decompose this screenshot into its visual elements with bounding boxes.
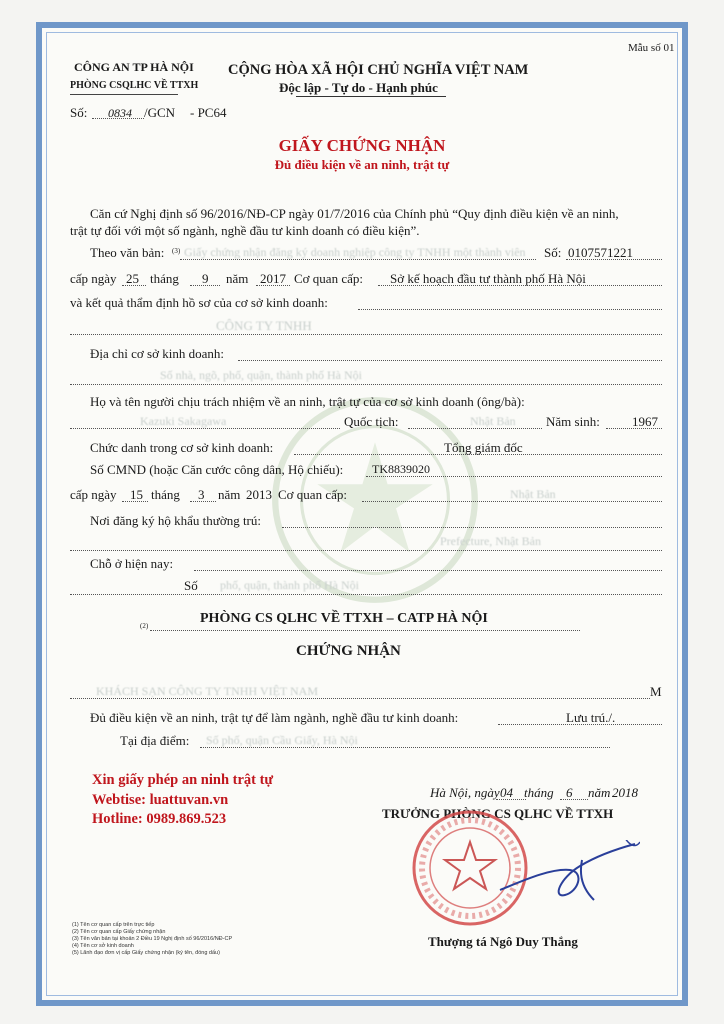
current-prefix: Số	[184, 578, 198, 593]
signoff-year: 2018	[612, 785, 638, 800]
doc-note: (3)	[172, 247, 181, 255]
country-name: CỘNG HÒA XÃ HỘI CHỦ NGHĨA VIỆT NAM	[228, 62, 529, 78]
year-label: năm	[226, 271, 249, 286]
id-year: 2013	[246, 487, 272, 502]
location-label: Tại địa điểm:	[120, 733, 190, 748]
certificate-subtitle: Đủ điều kiện về an ninh, trật tự	[274, 157, 450, 172]
issue-year: 2017	[260, 271, 286, 286]
rep-label: Họ và tên người chịu trách nhiệm về an ninh, trật tự của cơ sở kinh doanh (ông/bà):	[90, 394, 525, 409]
office-name: PHÒNG CS QLHC VỀ TTXH – CATP HÀ NỘI	[200, 611, 488, 626]
business-name-dots	[70, 334, 662, 335]
month-label: tháng	[150, 271, 179, 286]
position-value: Tổng giám đốc	[444, 440, 523, 455]
id-agency-value: Nhật Bản	[510, 487, 556, 501]
number-value: 0834	[108, 106, 132, 120]
id-agency-label: Cơ quan cấp:	[278, 487, 347, 502]
signoff-month-dots	[560, 799, 588, 800]
current-label: Chỗ ở hiện nay:	[90, 556, 174, 571]
signature	[490, 840, 640, 910]
location-value: Số phố, quận Cầu Giấy, Hà Nội	[206, 733, 358, 747]
id-month: 3	[198, 487, 205, 502]
signoff-place: Hà Nội, ngày	[430, 785, 500, 800]
doc-number-label: Số:	[544, 245, 562, 260]
eligible-value: Lưu trú./.	[566, 710, 616, 725]
id-day: 15	[130, 487, 143, 502]
signoff-year-label: năm	[588, 785, 611, 800]
footnote-1: (1) Tên cơ quan cấp trên trực tiếp	[72, 922, 155, 928]
business-name: CÔNG TY TNHH	[216, 318, 312, 333]
residence-label: Nơi đăng ký hộ khẩu thường trú:	[90, 513, 261, 528]
doc-number-value: 0107571221	[568, 245, 633, 260]
doc-label: Theo văn bản:	[90, 245, 165, 260]
id-label: Số CMND (hoặc Căn cước công dân, Hộ chiếu):	[90, 462, 344, 477]
national-motto: Độc lập - Tự do - Hạnh phúc	[279, 80, 438, 95]
appraisal-label: và kết quả thẩm định hồ sơ của cơ sở kinh doanh:	[70, 295, 328, 310]
office-dots	[150, 630, 580, 631]
ad-line-2: Webtise: luattuvan.vn	[92, 792, 229, 808]
birth-value: 1967	[632, 414, 658, 429]
certificate-title: GIẤY CHỨNG NHẬN	[278, 136, 446, 155]
signer-name: Thượng tá Ngô Duy Thắng	[428, 934, 578, 949]
agency-underline	[70, 94, 178, 95]
office-note: (2)	[140, 622, 149, 630]
address-value: Số nhà, ngõ, phố, quận, thành phố Hà Nội	[160, 368, 362, 382]
intro-line-1: Căn cứ Nghị định số 96/2016/NĐ-CP ngày 01/7/2016 của Chính phủ “Quy định điều kiện về an ninh,	[90, 206, 619, 221]
residence-dots	[282, 527, 662, 528]
birth-label: Năm sinh:	[546, 414, 600, 429]
appraisal-dots	[358, 309, 662, 310]
doc-value: Giấy chứng nhận đăng ký doanh nghiệp công ty TNHH một thành viên	[184, 245, 526, 259]
nationality-label: Quốc tịch:	[344, 414, 399, 429]
signoff-month: 6	[566, 785, 573, 800]
current-value: phố, quận, thành phố Hà Nội	[220, 578, 359, 592]
footnote-4: (4) Tên cơ sở kinh doanh	[72, 943, 134, 949]
footnote-5: (5) Lãnh đạo đơn vị cấp Giấy chứng nhận (ký tên, đóng dấu)	[72, 950, 220, 956]
number-suffix: /GCN	[144, 105, 176, 120]
issue-day: 25	[126, 271, 139, 286]
certifies-heading: CHỨNG NHẬN	[296, 643, 401, 659]
business-line-end: M	[650, 684, 662, 699]
current-dots-2	[70, 594, 662, 595]
address-dots-2	[70, 384, 662, 385]
rep-name: Kazuki Sakagawa	[140, 414, 227, 428]
agency-label: Cơ quan cấp:	[294, 271, 363, 286]
residence-dots-2	[70, 550, 662, 551]
signoff-role: TRƯỞNG PHÒNG CS QLHC VỀ TTXH	[382, 806, 614, 821]
agency-value: Sở kế hoạch đầu tư thành phố Hà Nội	[390, 271, 586, 286]
ad-line-1: Xin giấy phép an ninh trật tự	[92, 772, 274, 788]
ad-line-3: Hotline: 0989.869.523	[92, 811, 227, 827]
intro-line-2: trật tự đối với một số ngành, nghề đầu tư kinh doanh có điều kiện”.	[70, 223, 420, 238]
id-year-label: năm	[218, 487, 241, 502]
id-month-label: tháng	[151, 487, 180, 502]
eligible-label: Đủ điều kiện về an ninh, trật tự để làm ngành, nghề đầu tư kinh doanh:	[90, 710, 459, 725]
business-line: KHÁCH SẠN CÔNG TY TNHH VIỆT NAM	[96, 684, 319, 698]
number-label: Số:	[70, 105, 88, 120]
number-code: - PC64	[190, 105, 227, 120]
footnote-3: (3) Tên văn bản tại khoản 2 Điều 19 Nghị định số 96/2016/NĐ-CP	[72, 936, 233, 942]
agency-line-1: CÔNG AN TP HÀ NỘI	[74, 60, 194, 74]
address-dots	[238, 360, 662, 361]
id-value: TK8839020	[372, 462, 430, 476]
id-issue-label: cấp ngày	[70, 487, 117, 502]
issue-month: 9	[202, 271, 209, 286]
signoff-month-label: tháng	[524, 785, 554, 800]
footnotes	[72, 922, 232, 957]
nationality-value: Nhật Bản	[470, 414, 516, 428]
address-label: Địa chỉ cơ sở kinh doanh:	[90, 346, 224, 361]
issue-label: cấp ngày	[70, 271, 117, 286]
footnote-2: (2) Tên cơ quan cấp Giấy chứng nhận	[72, 929, 166, 935]
position-label: Chức danh trong cơ sở kinh doanh:	[90, 440, 274, 455]
motto-underline	[296, 96, 446, 97]
form-number: Mẫu số 01	[628, 42, 675, 54]
current-dots	[194, 570, 662, 571]
signoff-day: 04	[500, 785, 513, 800]
residence-value: Prefecture, Nhật Bản	[440, 534, 541, 548]
agency-line-2: PHÒNG CSQLHC VỀ TTXH	[70, 80, 199, 91]
